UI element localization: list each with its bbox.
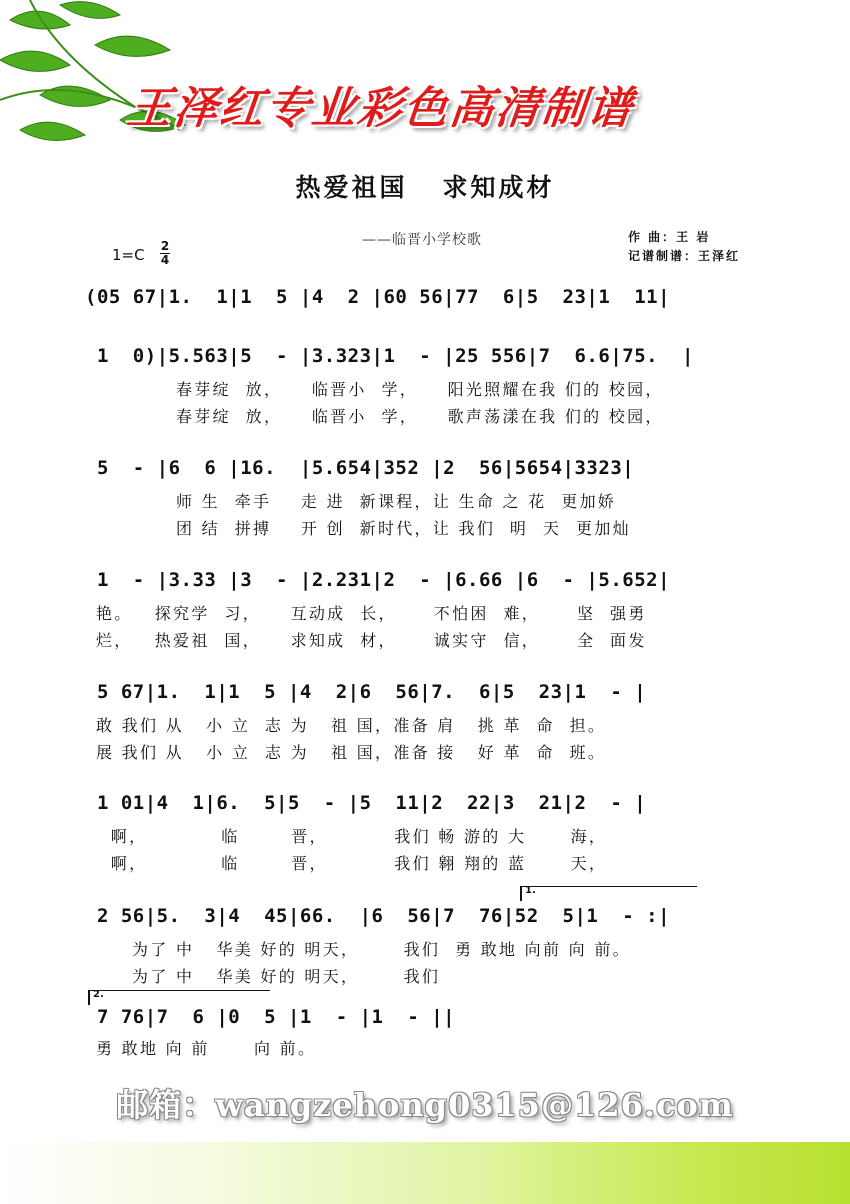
score-row-3: 5 - |6 6 |16. |5.654|352 |2 56|5654|3323| xyxy=(85,457,635,479)
footer-gradient xyxy=(0,1142,850,1204)
lyric-row-6-verse-1: 啊， 临 晋， 我们 畅 游的 大 海， xyxy=(96,827,608,846)
contact-email: 邮箱：wangzehong0315@126.com xyxy=(116,1086,734,1124)
composer-credit: 作 曲：王 岩 xyxy=(628,230,711,244)
lyric-row-5-verse-1: 敢 我们 从 小 立 志 为 祖 国，准备 肩 挑 革 命 担。 xyxy=(96,716,607,735)
lyric-row-4-verse-1: 艳。 探究学 习， 互动成 长， 不怕困 难， 坚 强勇 xyxy=(96,604,647,623)
score-row-6: 1 01|4 1|6. 5|5 - |5 11|2 22|3 21|2 - | xyxy=(85,792,647,814)
lyric-row-8-verse-1: 勇 敢地 向 前 向 前。 xyxy=(96,1039,317,1058)
lyric-row-3-verse-1: 师 生 牵手 走 进 新课程，让 生命 之 花 更加娇 xyxy=(176,492,617,511)
time-bottom: 4 xyxy=(160,253,170,267)
score-row-8: 7 76|7 6 |0 5 |1 - |1 - || xyxy=(85,1006,456,1028)
lyric-row-4-verse-2: 烂， 热爱祖 国， 求知成 材， 诚实守 信， 全 面发 xyxy=(96,631,647,650)
score-row-4: 1 - |3.33 |3 - |2.231|2 - |6.66 |6 - |5.652| xyxy=(85,569,671,591)
first-ending-bracket: 1. xyxy=(520,886,697,901)
score-row-2: 1 0)|5.563|5 - |3.323|1 - |25 556|7 6.6|75. | xyxy=(85,345,694,367)
second-ending-bracket: 2. xyxy=(88,990,270,1005)
lyric-row-2-verse-2: 春芽绽 放， 临晋小 学， 歌声荡漾在我 们的 校园， xyxy=(176,407,664,426)
score-row-1: (05 67|1. 1|1 5 |4 2 |60 56|77 6|5 23|1 11| xyxy=(85,286,671,308)
key-signature: 1=C xyxy=(112,246,145,264)
lyric-row-2-verse-1: 春芽绽 放， 临晋小 学， 阳光照耀在我 们的 校园， xyxy=(176,380,664,399)
lyric-row-7-verse-1: 为了 中 华美 好的 明天， 我们 勇 敢地 向前 向 前。 xyxy=(132,940,631,959)
time-top: 2 xyxy=(160,239,170,253)
lyric-row-7-verse-2: 为了 中 华美 好的 明天， 我们 xyxy=(132,967,441,986)
score-credit: 记谱制谱：王泽红 xyxy=(628,249,741,263)
song-title: 热爱祖国 求知成材 xyxy=(295,173,555,202)
score-row-7: 2 56|5. 3|4 45|66. |6 56|7 76|52 5|1 - :| xyxy=(85,905,671,927)
lyric-row-5-verse-2: 展 我们 从 小 立 志 为 祖 国，准备 接 好 革 命 班。 xyxy=(96,743,607,762)
lyric-row-6-verse-2: 啊， 临 晋， 我们 翱 翔的 蓝 天， xyxy=(96,854,608,873)
song-subtitle: ——临晋小学校歌 xyxy=(362,232,482,248)
time-signature xyxy=(160,240,170,267)
lyric-row-3-verse-2: 团 结 拼搏 开 创 新时代，让 我们 明 天 更加灿 xyxy=(176,519,631,538)
score-row-5: 5 67|1. 1|1 5 |4 2|6 56|7. 6|5 23|1 - | xyxy=(85,681,647,703)
banner-title: 王泽红专业彩色高清制谱 xyxy=(124,83,637,134)
